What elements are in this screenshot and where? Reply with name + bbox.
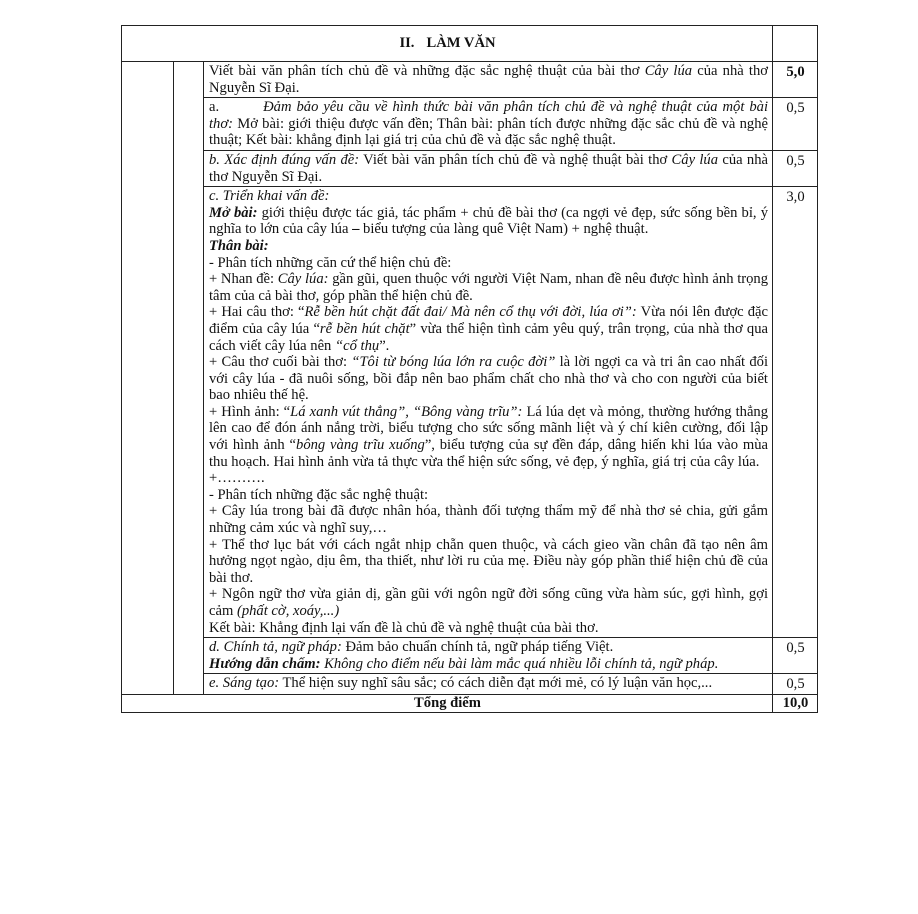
criterion-a-heading: Đảm bảo yêu cầu về hình thức bài văn phân tích chủ đề và nghệ thuật của một bài thơ: <box>209 99 768 132</box>
point-title-quote: Cây lúa: <box>277 271 329 288</box>
criterion-c-score: 3,0 <box>773 187 818 638</box>
point-title-text: gần gũi, quen thuộc với người Việt Nam, nhan đề nêu được hình ảnh trọng tâm của cả bài thơ, góp phần thể hiện chủ đề. <box>209 271 768 304</box>
left-blank-col-2 <box>174 62 204 695</box>
criterion-e-body: Thể hiện suy nghĩ sâu sắc; có cách diễn đạt mới mẻ, có lý luận văn học,... <box>279 675 713 692</box>
criterion-e-score: 0,5 <box>773 674 818 695</box>
point-two-verses <box>209 304 768 354</box>
criterion-e-heading: e. Sáng tạo: <box>209 675 280 692</box>
criterion-a-row <box>122 98 818 151</box>
criterion-b-poem-title: Cây lúa <box>671 151 719 168</box>
point-title <box>209 271 768 304</box>
point-two-pre: + Hai câu thơ: “ <box>209 304 305 321</box>
grading-guide-label: Hướng dẫn chấm: <box>209 655 321 672</box>
point-images-pre: + Hình ảnh: “ <box>209 403 291 420</box>
point-title-pre: + Nhan đề: <box>209 271 278 288</box>
point-two-quote-2: rễ bền hút chặt <box>319 320 410 337</box>
art-point-3-text: + Ngôn ngữ thơ vừa giản dị, gần gũi với ngôn ngữ đời sống cũng vừa hàm súc, gợi hình, gợi cảm <box>209 586 768 619</box>
point-last-verse <box>209 354 768 404</box>
criterion-a-text <box>204 98 773 151</box>
criterion-b-heading: b. Xác định đúng vấn đề: <box>209 151 360 168</box>
point-two-mid: Vừa nói lên được đặc điểm của cây lúa “ <box>209 304 768 337</box>
point-two-mid-2: ” vừa thể hiện tình cảm yêu quý, trân trọng, của nhà thơ qua cách viết cây lúa nên <box>209 320 768 354</box>
criterion-d-row <box>122 638 818 674</box>
criterion-a-score: 0,5 <box>773 98 818 151</box>
criterion-b-row <box>122 150 818 186</box>
point-images-end: ”, biểu tượng của sự đền đáp, dâng hiến khi lúa vào mùa thu hoạch. Hai hình ảnh vừa tả thực vừa thể hiện sức sống, vẻ đẹp, ý nghĩa, giá trị của cây lúa. <box>209 437 768 470</box>
criterion-e-text <box>204 674 773 695</box>
than-bai-label: Thân bài: <box>209 237 269 254</box>
point-two-quote-3: “cổ thụ <box>335 337 380 354</box>
criterion-e-row <box>122 674 818 695</box>
criterion-d-heading: d. Chính tả, ngữ pháp: <box>209 639 342 656</box>
art-intro: - Phân tích những đặc sắc nghệ thuật: <box>209 486 429 503</box>
criterion-c-heading: c. Triển khai vấn đề: <box>209 188 330 205</box>
mo-bai-paragraph <box>209 205 768 238</box>
criterion-a-body: Mở bài: giới thiệu được vấn đền; Thân bài: phân tích được những đặc sắc chủ đề và nghệ thuật; Kết bài: khẳng định lại giá trị của chủ đề và đặc sắc nghệ thuật. <box>209 115 768 149</box>
task-score: 5,0 <box>773 62 818 98</box>
art-point-3-examples: (phất cờ, xoáy,...) <box>236 603 340 619</box>
point-last-quote: “Tôi từ bóng lúa lớn ra cuộc đời” <box>351 354 556 371</box>
point-images-quote: Lá xanh vút thẳng”, “Bông vàng trĩu”: <box>290 403 523 420</box>
header-score-cell <box>773 26 818 62</box>
point-two-quote: Rễ bền hút chặt đất đai/ Mà nên cổ thụ với đời, lúa ơi”: <box>304 304 637 321</box>
criterion-c-text <box>204 187 773 638</box>
task-post: của nhà thơ Nguyễn Sĩ Đại. <box>209 63 768 96</box>
point-two-end: ”. <box>379 337 390 354</box>
ket-bai-line: Kết bài: Khẳng định lại vấn đề là chủ đề và nghệ thuật của bài thơ. <box>209 619 599 636</box>
section-title <box>122 26 773 62</box>
section-header-row <box>122 26 818 62</box>
criterion-b-pre: Viết bài văn phân tích chủ đề và nghệ thuật bài thơ <box>359 151 672 168</box>
criterion-d-text <box>204 638 773 674</box>
left-blank-col-1 <box>122 62 174 695</box>
mo-bai-label: Mở bài: <box>209 204 258 221</box>
total-score: 10,0 <box>773 694 818 712</box>
mo-bai-text-2: biểu tượng của làng quê Việt Nam) + nghệ thuật. <box>359 221 649 238</box>
criterion-c-row <box>122 187 818 638</box>
grading-table <box>121 25 818 713</box>
task-pre: Viết bài văn phân tích chủ đề và những đặc sắc nghệ thuật của bài thơ <box>209 63 645 79</box>
theme-intro: - Phân tích những căn cứ thể hiện chủ đề: <box>209 254 452 271</box>
criterion-b-score: 0,5 <box>773 150 818 186</box>
task-poem-title: Cây lúa <box>644 63 693 79</box>
art-point-3 <box>209 586 768 619</box>
art-point-1: + Cây lúa trong bài đã được nhân hóa, thành đối tượng thẩm mỹ để nhà thơ sẻ chia, gửi gắm những cảm xúc và nghĩ suy,… <box>209 503 768 537</box>
ellipsis-line: +………. <box>209 470 265 487</box>
point-last-pre: + Câu thơ cuối bài thơ: <box>209 354 352 371</box>
point-images-mid: Lá lúa dẹt và mỏng, thường hướng thẳng lên cao để đón ánh nắng trời, biểu tượng cho sức sống mãnh liệt và ý chí kiên cường, đối lập với hình ảnh “ <box>209 403 769 454</box>
point-last-text: là lời ngợi ca và tri ân cao nhất đối với cây lúa - đã nuôi sống, bồi đắp nên bao phẩm chất cho nhà thơ và cho con người của biết bao nhiêu thế hệ. <box>209 354 768 404</box>
criterion-b-post: của nhà thơ Nguyễn Sĩ Đại. <box>209 151 769 185</box>
grading-guide-text: Không cho điểm nếu bài làm mắc quá nhiều lỗi chính tả, ngữ pháp. <box>320 655 719 672</box>
criterion-b-text <box>204 150 773 186</box>
criterion-d-body: Đảm bảo chuẩn chính tả, ngữ pháp tiếng Việt. <box>341 639 614 656</box>
task-text <box>204 62 773 98</box>
mo-bai-dash: – <box>352 221 360 238</box>
total-row <box>122 694 818 712</box>
total-label: Tổng điểm <box>122 694 773 712</box>
mo-bai-text-1: giới thiệu được tác giả, tác phẩm + chủ đề bài thơ (ca ngợi vẻ đẹp, sức sống bền bỉ, ý nghĩa to lớn của cây lúa <box>209 204 768 238</box>
section-name: LÀM VĂN <box>426 35 496 52</box>
art-point-2: + Thể thơ lục bát với cách ngắt nhịp chẵn quen thuộc, và cách gieo vần chân đã tạo nên âm hưởng ngọt ngào, dịu êm, tha thiết, như lời ru của mẹ. Điều này góp phần thiể hiện chủ đề của bài thơ. <box>209 536 768 586</box>
criterion-d-score: 0,5 <box>773 638 818 674</box>
criterion-a-label: a. <box>209 99 220 116</box>
section-number: II. <box>399 35 415 52</box>
point-images-quote-2: bông vàng trĩu xuống <box>296 437 425 454</box>
task-row <box>122 62 818 98</box>
point-images <box>209 404 768 470</box>
